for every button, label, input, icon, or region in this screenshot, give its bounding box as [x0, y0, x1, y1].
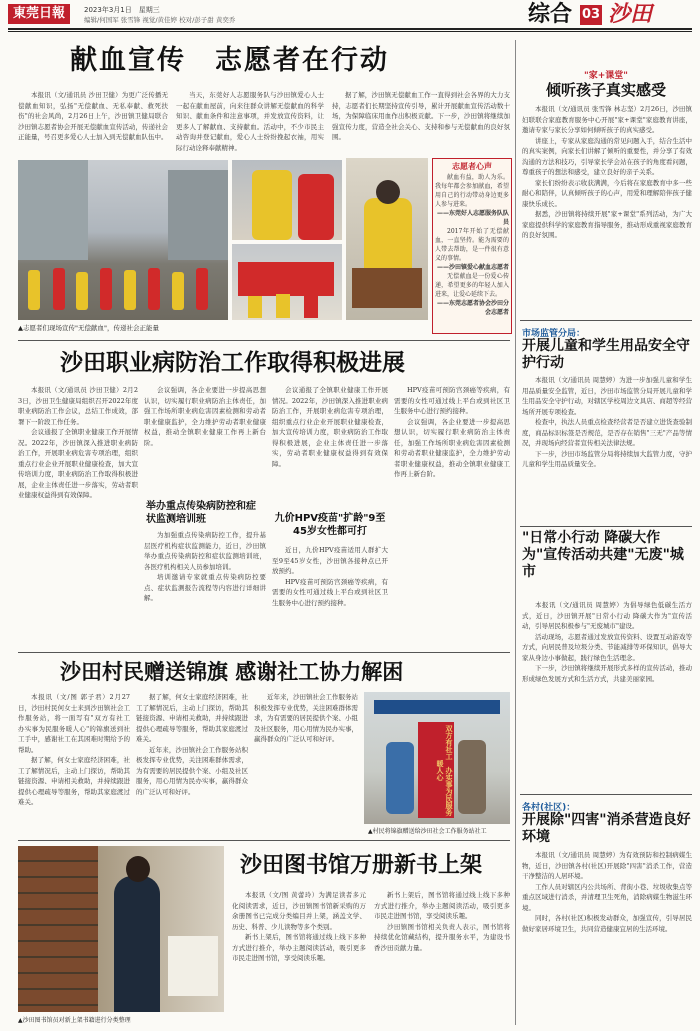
photo-donor-chair	[346, 158, 428, 320]
article-body: HPV疫苗可预防宫颈癌等疾病，有需要的女性可通过线上平台或到社区卫生服务中心进行预约接种。 会议强调，各企业要进一步提高思想认识，切实履行职业病防治主体责任，加强工作场所职业病危害因素检测和劳动者职业健康监护，全力维护劳动者职业健康权益，推动全镇职业健康工作再上新台阶。	[394, 386, 510, 478]
photo-caption: ▲村民将锦旗赠送给沙田社会工作服务站社工	[368, 828, 487, 835]
photo-banner-presentation	[364, 692, 510, 824]
kicker: 市场监管分局：	[522, 329, 586, 339]
hpv-headline: 九价HPV疫苗"扩龄"9至45岁女性都可打	[274, 513, 386, 537]
masthead-logo: 東莞日報	[8, 4, 70, 24]
kicker: 各村(社区)：	[522, 803, 576, 813]
article-body: 据了解，何女士家庭经济困难，社工了解情况后，主动上门探访，帮助其链接资源、申请相关救助，并持续跟进提供心理疏导等服务，帮助其家庭渡过难关。 近年来，沙田镇社会工作服务站积极发挥专业优势，关注困难群体需求，为有需要的居民提供个案、小组及社区服务，用心用情为民办实事，赢得群众的广泛认可和好评。	[136, 693, 248, 796]
photo-library-staff	[18, 846, 224, 1012]
article-body: 本报讯（文/通讯员 沙田卫健）2月23日，沙田卫生健康局组织召开2022年度职业病防治工作会议，总结工作成效，部署下一阶段工作任务。 会议通报了全镇职业健康工作开展情况。2022年，沙田镇深入推进职业病防治工作，开展职业病危害专项治理，组织重点行业企业开展职业健康检查，加大宣传培训力度，职业病防治工作取得积极进展，企业主体责任进一步落实，劳动者职业健康权益得到有效保障。	[18, 386, 138, 499]
article-body: 本报讯（文/图 郭子君）2月27日，沙田村民何女士来到沙田镇社会工作服务站，将一面写有"双方有社工 办实事为民服务暖人心"的锦旗送到社工手中，感谢社工在其困难时期给予的帮助。 据了解，何女士家庭经济困难，社工了解情况后，主动上门探访，帮助其链接资源、申请相关救助，并持续跟进提供心理疏导等服务，帮助其家庭渡过难关。	[18, 693, 137, 806]
article-body: 据了解，沙田镇无偿献血工作一直得到社会各界的大力支持，志愿者们长期坚持宣传引导，累计开展献血宣传活动数十场，为保障临床用血作出积极贡献。下一步，沙田镇将继续加强宣传力度，营造全社会关心、支持和参与无偿献血的良好氛围。	[332, 91, 510, 141]
article-body: 本报讯（文/通讯员 周慧婷）为进一步加强儿童和学生用品质量安全监管，近日，沙田市场监管分局开展儿童和学生用品安全守护行动，对辖区学校周边文具店、商超等经营场所开展专项检查。 检查中，执法人员重点检查经营者是否建立进货查验制度，商品标识标签是否规范，是否存在销售"三无"产品等情况，并现场向经营者宣传相关法律法规。 下一步，沙田市场监管分局将持续加大监管力度，守护儿童和学生用品质量安全。	[522, 376, 692, 468]
headline: 献血宣传 志愿者在行动	[70, 45, 389, 76]
article-body: 本报讯（文/通讯员 张雪锋 林志坚）2月26日，沙田镇妇联联合家庭教育服务中心开展"家+课堂"家庭教育讲座，邀请专家与家长分享如何倾听孩子的真实感受。 讲座上，专家从家庭沟通的常见问题入手，结合生活中的真实案例，向家长们讲解了倾听的重要性，并分享了有效沟通的方法和技巧，引导家长学会站在孩子的角度看问题，尊重孩子的想法和感受，建立良好的亲子关系。 家长们纷纷表示收获满满，今后将在家庭教育中多一些耐心和陪伴，认真倾听孩子的心声，用爱和理解陪伴孩子健康快乐成长。 据悉，沙田镇将持续开展"家+课堂"系列活动，为广大家庭提供科学的家庭教育指导服务，推动形成重视家庭教育的良好氛围。	[522, 105, 692, 239]
photo-caption: ▲沙田图书馆员对新上架书籍进行分类整理	[18, 1017, 131, 1024]
box-text: 献血有益，助人为乐。我每年都会参加献血，希望用自己的行动带动身边更多人参与进来。 ——东莞好人志愿服务队队员 2017年开始了无偿献血，一直坚持。能为需要的人带去帮助，是一件很有意义的事情。 ——沙田镇爱心献血志愿者 无偿献血是一份爱心传递，希望更多的年轻人加入进来，让爱心延续下去。 ——东莞志愿者协会沙田分会志愿者	[435, 174, 509, 316]
headline: 沙田村民赠送锦旗 感谢社工协力解困	[60, 660, 404, 684]
article-body: 近年来，沙田镇社会工作服务站积极发挥专业优势，关注困难群体需求，为有需要的居民提供个案、小组及社区服务，用心用情为民办实事，赢得群众的广泛认可和好评。	[254, 693, 358, 743]
editor-credits: 编辑/何国军 张雪锋 视觉/黄佳婷 校对/彭子甜 黄奕乔	[84, 16, 236, 24]
sub-headline: 举办重点传染病防控和症状监测培训班	[146, 501, 256, 525]
article-body: 本报讯（文/通讯员 沙田卫健）为更广泛传播无偿献血知识，弘扬"无偿献血、无私奉献、救死扶伤"的社会风尚，2月26日上午，沙田镇卫健局联合沙田镇志愿者协会开展无偿献血宣传活动，传递社会正能量，号召更多爱心人士加入到无偿献血队伍中。	[18, 91, 168, 141]
photo-caption: ▲志愿者们现场宣传"无偿献血"，传递社会正能量	[18, 324, 159, 332]
volunteer-voice-box	[432, 158, 512, 334]
headline: 开展除"四害"消杀营造良好环境	[522, 812, 691, 845]
page-number: 03	[580, 5, 602, 25]
headline: 沙田图书馆万册新书上架	[240, 853, 483, 878]
article-body: 为加强重点传染病防控工作，提升基层医疗机构症状监测能力，近日，沙田镇举办重点传染病防控和症状监测培训班，各医疗机构相关人员参加培训。 培训邀请专家就重点传染病防控要点、症状监测报告流程等内容进行详细讲解。	[144, 531, 266, 602]
photo-donation-vehicle	[232, 244, 342, 320]
article-body: 新书上架后，图书馆将通过线上线下多种方式进行推介，举办主题阅读活动，吸引更多市民走进图书馆，享受阅读乐趣。 沙田镇图书馆相关负责人表示，图书馆将持续优化馆藏结构，提升服务水平，为建设书香沙田贡献力量。	[374, 891, 510, 952]
photo-volunteer-closeup	[232, 160, 342, 240]
red-banner: 双方有社工 办实事为民服务暖人心	[418, 722, 454, 818]
headline: 沙田职业病防治工作取得积极进展	[60, 350, 405, 376]
kicker: "家+课堂"	[584, 71, 628, 81]
issue-date: 2023年3月1日 星期三	[84, 6, 160, 14]
box-title: 志愿者心声	[452, 162, 492, 171]
headline: "日常小行动 降碳大作为"宣传活动共建"无废"城市	[522, 530, 684, 580]
photo-volunteers-street	[18, 160, 228, 320]
article-body: 本报讯（文/通讯员 周慧婷）为有效预防和控制病媒生物，近日，沙田镇各村(社区)开展除"四害"消杀工作，营造干净整洁的人居环境。 工作人员对辖区内公共场所、背街小巷、垃圾收集点等重点区域进行消杀，并清理卫生死角，消除病媒生物滋生环境。 同时，各村(社区)积极发动群众，加强宣传，引导居民做好家居环境卫生，共同营造健康宜居的生活环境。	[522, 851, 692, 933]
article-body: 本报讯（文/图 黄蕾玲）为满足读者多元化阅读需求，近日，沙田镇图书馆新采购的万余册图书已完成分类编目并上架，涵盖文学、历史、科普、少儿读物等多个类别。 新书上架后，图书馆将通过线上线下多种方式进行推介，举办主题阅读活动，吸引更多市民走进图书馆，享受阅读乐趣。	[232, 891, 366, 962]
headline: 倾听孩子真实感受	[545, 81, 666, 99]
article-body: 会议通报了全镇职业健康工作开展情况。2022年，沙田镇深入推进职业病防治工作，开展职业病危害专项治理，组织重点行业企业开展职业健康检查，加大宣传培训力度，职业病防治工作取得积极进展，企业主体责任进一步落实，劳动者职业健康权益得到有效保障。	[272, 386, 388, 468]
article-body: 本报讯（文/通讯员 周慧婷）为倡导绿色低碳生活方式，近日，沙田镇开展"日常小行动 降碳大作为"宣传活动，引导居民积极参与"无废城市"建设。 活动现场，志愿者通过发放宣传资料、设置互动游戏等方式，向居民普及垃圾分类、节能减排等环保知识，倡导大家从身边小事做起，践行绿色生活理念。 下一步，沙田镇将继续开展形式多样的宣传活动，推动形成绿色发展方式和生活方式，共建美丽家园。	[522, 601, 692, 683]
article-body: 会议强调，各企业要进一步提高思想认识，切实履行职业病防治主体责任，加强工作场所职业病危害因素检测和劳动者职业健康监护，全力维护劳动者职业健康权益，推动全镇职业健康工作再上新台阶。	[144, 386, 266, 447]
headline: 开展儿童和学生用品安全守护行动	[522, 338, 690, 371]
article-body: 当天，东莞好人志愿服务队与沙田镇爱心人士一起在献血屋前，向来往群众讲解无偿献血的科学知识、献血条件和注意事项，并发放宣传资料，让更多人了解献血、支持献血。活动中，不少市民主动咨询并登记献血，爱心人士纷纷挽起衣袖，用实际行动诠释奉献精神。	[176, 91, 324, 152]
article-body: 近日，九价HPV疫苗适用人群扩大至9至45岁女性，沙田镇各接种点已开放预约。 HPV疫苗可预防宫颈癌等疾病，有需要的女性可通过线上平台或到社区卫生服务中心进行预约接种。	[272, 546, 388, 607]
section-title: 综合	[528, 2, 573, 27]
region-logo: 沙田	[608, 1, 653, 27]
